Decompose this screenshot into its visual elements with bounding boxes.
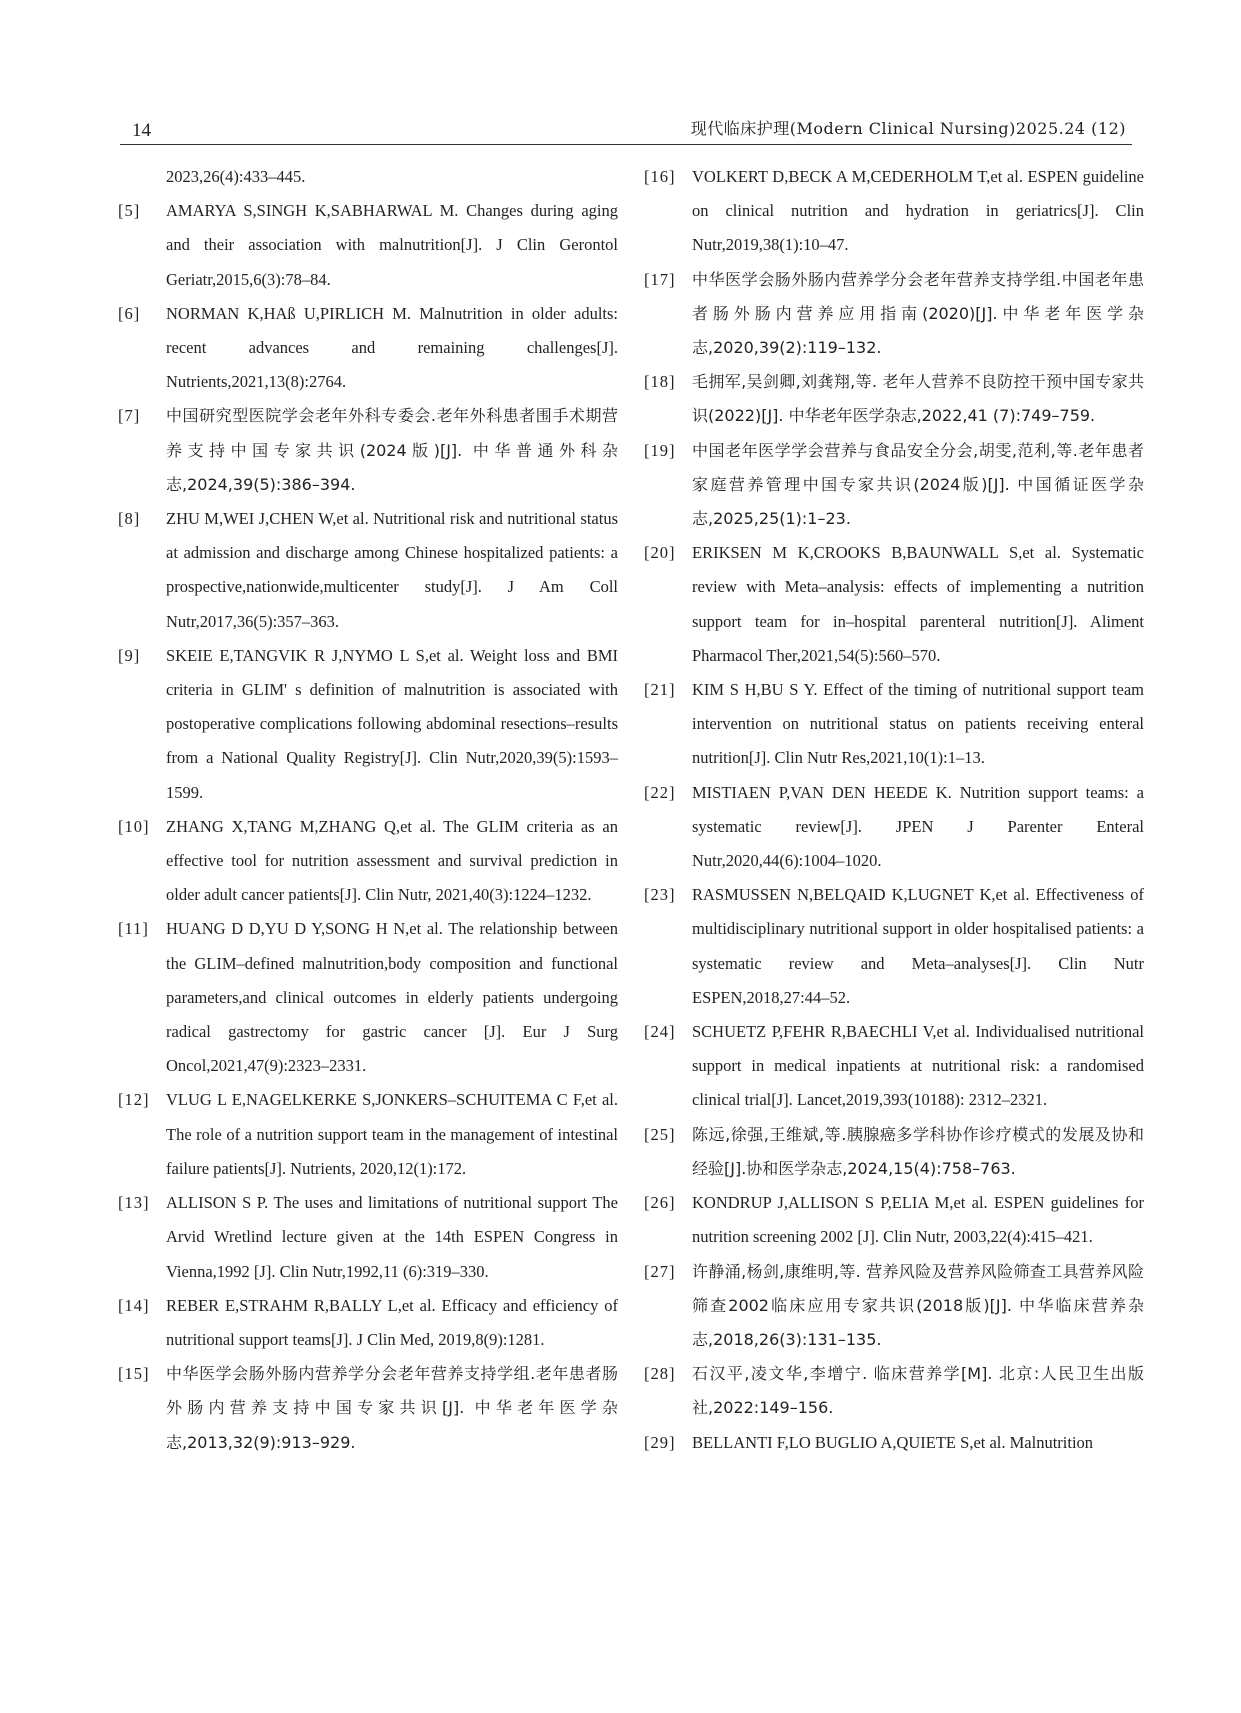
reference-text: ZHANG X,TANG M,ZHANG Q,et al. The GLIM criteria as an effective tool for nutrition assessment and survival prediction in older adult cancer patients[J]. Clin Nutr, 2021,40(3):1224–1232. — [166, 816, 618, 905]
reference-entry — [644, 263, 1144, 366]
reference-number: [27] — [644, 1261, 676, 1281]
reference-entry — [644, 536, 1144, 673]
reference-continuation — [118, 160, 618, 194]
reference-number: [28] — [644, 1364, 676, 1384]
reference-text: SKEIE E,TANGVIK R J,NYMO L S,et al. Weight loss and BMI criteria in GLIM' s definition of malnutrition is associated with postoperative complications following abdominal resections–results from a National Quality Registry[J]. Clin Nutr,2020,39(5):1593–1599. — [166, 645, 618, 802]
reference-text: VLUG L E,NAGELKERKE S,JONKERS–SCHUITEMA C F,et al. The role of a nutrition support team in the management of intestinal failure patients[J]. Nutrients, 2020,12(1):172. — [166, 1090, 618, 1178]
journal-running-head: 现代临床护理(Modern Clinical Nursing)2025.24 (12) — [690, 119, 1126, 138]
reference-entry — [644, 1426, 1144, 1460]
reference-text: SCHUETZ P,FEHR R,BAECHLI V,et al. Individualised nutritional support in medical inpatients at nutritional risk: a randomised clinical trial[J]. Lancet,2019,393(10188): 2312–2321. — [692, 1022, 1144, 1110]
reference-entry — [644, 1118, 1144, 1186]
reference-text: REBER E,STRAHM R,BALLY L,et al. Efficacy and efficiency of nutritional support teams[J]. J Clin Med, 2019,8(9):1281. — [166, 1295, 618, 1349]
reference-number: [6] — [118, 303, 141, 323]
reference-number: [13] — [118, 1193, 150, 1213]
reference-entry — [118, 1186, 618, 1289]
reference-number: [18] — [644, 372, 676, 392]
reference-number: [7] — [118, 406, 141, 426]
reference-entry — [644, 878, 1144, 1015]
reference-entry — [118, 639, 618, 810]
reference-number: [23] — [644, 885, 676, 905]
reference-text: 陈远,徐强,王维斌,等.胰腺癌多学科协作诊疗模式的发展及协和经验[J].协和医学杂志,2024,15(4):758–763. — [692, 1124, 1144, 1178]
reference-text: 中华医学会肠外肠内营养学分会老年营养支持学组.中国老年患者肠外肠内营养应用指南(2020)[J].中华老年医学杂志,2020,39(2):119–132. — [692, 269, 1144, 358]
reference-text: 中国研究型医院学会老年外科专委会.老年外科患者围手术期营养支持中国专家共识(2024版)[J]. 中华普通外科杂志,2024,39(5):386–394. — [166, 406, 618, 494]
reference-number: [17] — [644, 269, 676, 289]
reference-text: RASMUSSEN N,BELQAID K,LUGNET K,et al. Effectiveness of multidisciplinary nutritional support in older hospitalised patients: a systematic review and Meta–analyses[J]. Clin Nutr ESPEN,2018,27:44–52. — [692, 885, 1144, 1007]
reference-number: [25] — [644, 1124, 676, 1144]
reference-text: ERIKSEN M K,CROOKS B,BAUNWALL S,et al. Systematic review with Meta–analysis: effects of implementing a nutrition support team for in–hospital parenteral nutrition[J]. Aliment Pharmacol Ther,2021,54(5):560–570. — [692, 543, 1144, 665]
reference-entry — [118, 297, 618, 400]
reference-entry — [644, 1357, 1144, 1425]
reference-number: [8] — [118, 509, 141, 529]
reference-entry — [644, 1255, 1144, 1358]
reference-entry — [118, 1083, 618, 1186]
reference-text: ZHU M,WEI J,CHEN W,et al. Nutritional risk and nutritional status at admission and discharge among Chinese hospitalized patients: a prospective,nationwide,multicenter study[J]. J Am Coll Nutr,2017,36(5):357–363. — [166, 509, 618, 631]
reference-text: NORMAN K,HAß U,PIRLICH M. Malnutrition in older adults: recent advances and remaining challenges[J]. Nutrients,2021,13(8):2764. — [166, 303, 618, 392]
reference-entry — [644, 1015, 1144, 1118]
reference-number: [21] — [644, 680, 676, 700]
reference-entry — [644, 673, 1144, 776]
reference-text: 石汉平,凌文华,李增宁. 临床营养学[M]. 北京:人民卫生出版社,2022:149–156. — [692, 1364, 1144, 1418]
reference-number: [24] — [644, 1022, 676, 1042]
reference-number: [15] — [118, 1364, 150, 1384]
reference-entry — [644, 776, 1144, 879]
reference-text: 许静涌,杨剑,康维明,等. 营养风险及营养风险筛查工具营养风险筛查2002临床应用专家共识(2018版)[J]. 中华临床营养杂志,2018,26(3):131–135. — [692, 1261, 1144, 1349]
reference-text: HUANG D D,YU D Y,SONG H N,et al. The relationship between the GLIM–defined malnutrition,body composition and functional parameters,and clinical outcomes in elderly patients undergoing radical gastrectomy for gastric cancer [J]. Eur J Surg Oncol,2021,47(9):2323–2331. — [166, 919, 618, 1076]
page-number: 14 — [132, 120, 151, 141]
reference-number: [10] — [118, 816, 150, 836]
reference-entry — [118, 810, 618, 913]
left-reference-column — [118, 160, 618, 1460]
reference-text: ALLISON S P. The uses and limitations of nutritional support The Arvid Wretlind lecture given at the 14th ESPEN Congress in Vienna,1992 [J]. Clin Nutr,1992,11 (6):319–330. — [166, 1193, 618, 1281]
reference-text: BELLANTI F,LO BUGLIO A,QUIETE S,et al. Malnutrition — [692, 1432, 1094, 1452]
reference-text: AMARYA S,SINGH K,SABHARWAL M. Changes during aging and their association with malnutrition[J]. J Clin Gerontol Geriatr,2015,6(3):78–84. — [166, 201, 618, 289]
reference-entry — [118, 912, 618, 1083]
reference-text: 毛拥军,吴剑卿,刘龚翔,等. 老年人营养不良防控干预中国专家共识(2022)[J]. 中华老年医学杂志,2022,41 (7):749–759. — [692, 372, 1144, 426]
page-header — [120, 114, 1132, 145]
reference-text: MISTIAEN P,VAN DEN HEEDE K. Nutrition support teams: a systematic review[J]. JPEN J Parenter Enteral Nutr,2020,44(6):1004–1020. — [692, 782, 1144, 871]
reference-entry — [644, 434, 1144, 537]
reference-entry — [644, 365, 1144, 433]
reference-entry — [118, 1289, 618, 1357]
reference-continuation-text: 2023,26(4):433–445. — [166, 167, 306, 186]
reference-number: [9] — [118, 645, 141, 665]
reference-number: [16] — [644, 167, 676, 186]
reference-entry — [118, 399, 618, 502]
reference-text: 中华医学会肠外肠内营养学分会老年营养支持学组.老年患者肠外肠内营养支持中国专家共识[J]. 中华老年医学杂志,2013,32(9):913–929. — [166, 1364, 618, 1452]
reference-text: KONDRUP J,ALLISON S P,ELIA M,et al. ESPEN guidelines for nutrition screening 2002 [J]. Clin Nutr, 2003,22(4):415–421. — [692, 1193, 1144, 1247]
reference-number: [5] — [118, 201, 141, 221]
reference-text: KIM S H,BU S Y. Effect of the timing of nutritional support team intervention on nutritional status on patients receiving enteral nutrition[J]. Clin Nutr Res,2021,10(1):1–13. — [692, 680, 1144, 768]
reference-number: [11] — [118, 919, 149, 939]
reference-number: [19] — [644, 440, 676, 460]
reference-entry — [118, 194, 618, 297]
right-reference-column — [644, 160, 1144, 1460]
reference-entry — [644, 1186, 1144, 1254]
reference-number: [20] — [644, 543, 676, 563]
reference-entry — [644, 160, 1144, 263]
reference-text: 中国老年医学学会营养与食品安全分会,胡雯,范利,等.老年患者家庭营养管理中国专家共识(2024版)[J]. 中国循证医学杂志,2025,25(1):1–23. — [692, 440, 1144, 529]
reference-entry — [118, 502, 618, 639]
reference-entry — [118, 1357, 618, 1460]
reference-number: [29] — [644, 1432, 676, 1452]
reference-number: [26] — [644, 1193, 676, 1213]
reference-text: VOLKERT D,BECK A M,CEDERHOLM T,et al. ESPEN guideline on clinical nutrition and hydration in geriatrics[J]. Clin Nutr,2019,38(1):10–47. — [692, 167, 1144, 255]
reference-number: [12] — [118, 1090, 150, 1110]
reference-number: [14] — [118, 1295, 150, 1315]
reference-number: [22] — [644, 782, 676, 802]
